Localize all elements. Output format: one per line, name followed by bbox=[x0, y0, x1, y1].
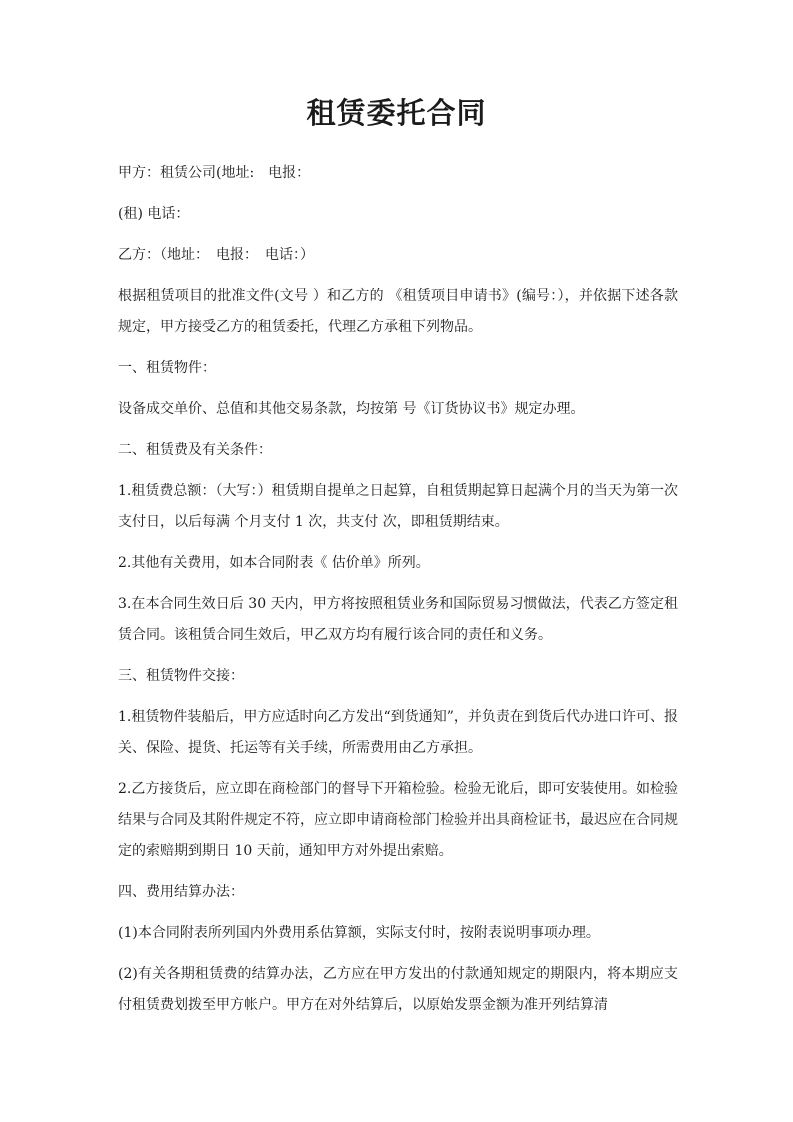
party-a-line: 甲方：租赁公司(地址: 电报： bbox=[118, 165, 311, 181]
document-title: 租赁委托合同 bbox=[306, 96, 487, 130]
section-2-item-1: 1.租赁费总额：（大写：）租赁期自提单之日起算，自租赁期起算日起满个月的当天为第一次支付日，以后每满 个月支付 1 次，共支付 次，即租赁期结束。 bbox=[118, 483, 678, 530]
section-heading-1: 一、租赁物件： bbox=[118, 360, 216, 376]
section-heading-4: 四、费用结算办法： bbox=[118, 884, 244, 900]
preamble-paragraph: 根据租赁项目的批准文件(文号 ）和乙方的 《租赁项目申请书》(编号：），并依据下述各款规定，甲方接受乙方的租赁委托，代理乙方承租下列物品。 bbox=[118, 288, 678, 335]
party-b-line: 乙方：（地址： 电报： 电话：） bbox=[118, 247, 314, 263]
section-heading-3: 三、租赁物件交接： bbox=[118, 668, 244, 684]
section-4-item-2: (2)有关各期租赁费的结算办法，乙方应在甲方发出的付款通知规定的期限内，将本期应支付租赁费划拨至甲方帐户。甲方在对外结算后，以原始发票金额为准开列结算清 bbox=[118, 966, 678, 1013]
section-4-item-1: (1)本合同附表所列国内外费用系估算额，实际支付时，按附表说明事项办理。 bbox=[118, 925, 600, 941]
party-a-phone-line: (租) 电话： bbox=[118, 206, 190, 222]
section-3-item-2: 2.乙方接货后，应立即在商检部门的督导下开箱检验。检验无讹后，即可安装使用。如检验结果与合同及其附件规定不符，应立即申请商检部门检验并出具商检证书，最迟应在合同规定的索赔期到期日 10 天前，通知甲方对外提出索赔。 bbox=[118, 781, 678, 859]
section-3-item-1: 1.租赁物件装船后，甲方应适时向乙方发出“到货通知”，并负责在到货后代办进口许可、报关、保险、提货、托运等有关手续，所需费用由乙方承担。 bbox=[118, 709, 678, 756]
section-1-paragraph: 设备成交单价、总值和其他交易条款，均按第 号《订货协议书》规定办理。 bbox=[118, 401, 585, 417]
section-2-item-3: 3.在本合同生效日后 30 天内，甲方将按照租赁业务和国际贸易习惯做法，代表乙方签定租赁合同。该租赁合同生效后，甲乙双方均有履行该合同的责任和义务。 bbox=[118, 596, 678, 643]
document-body bbox=[118, 158, 678, 1031]
section-2-item-2: 2.其他有关费用，如本合同附表《 估价单》所列。 bbox=[118, 555, 430, 571]
section-heading-2: 二、租赁费及有关条件： bbox=[118, 442, 272, 458]
